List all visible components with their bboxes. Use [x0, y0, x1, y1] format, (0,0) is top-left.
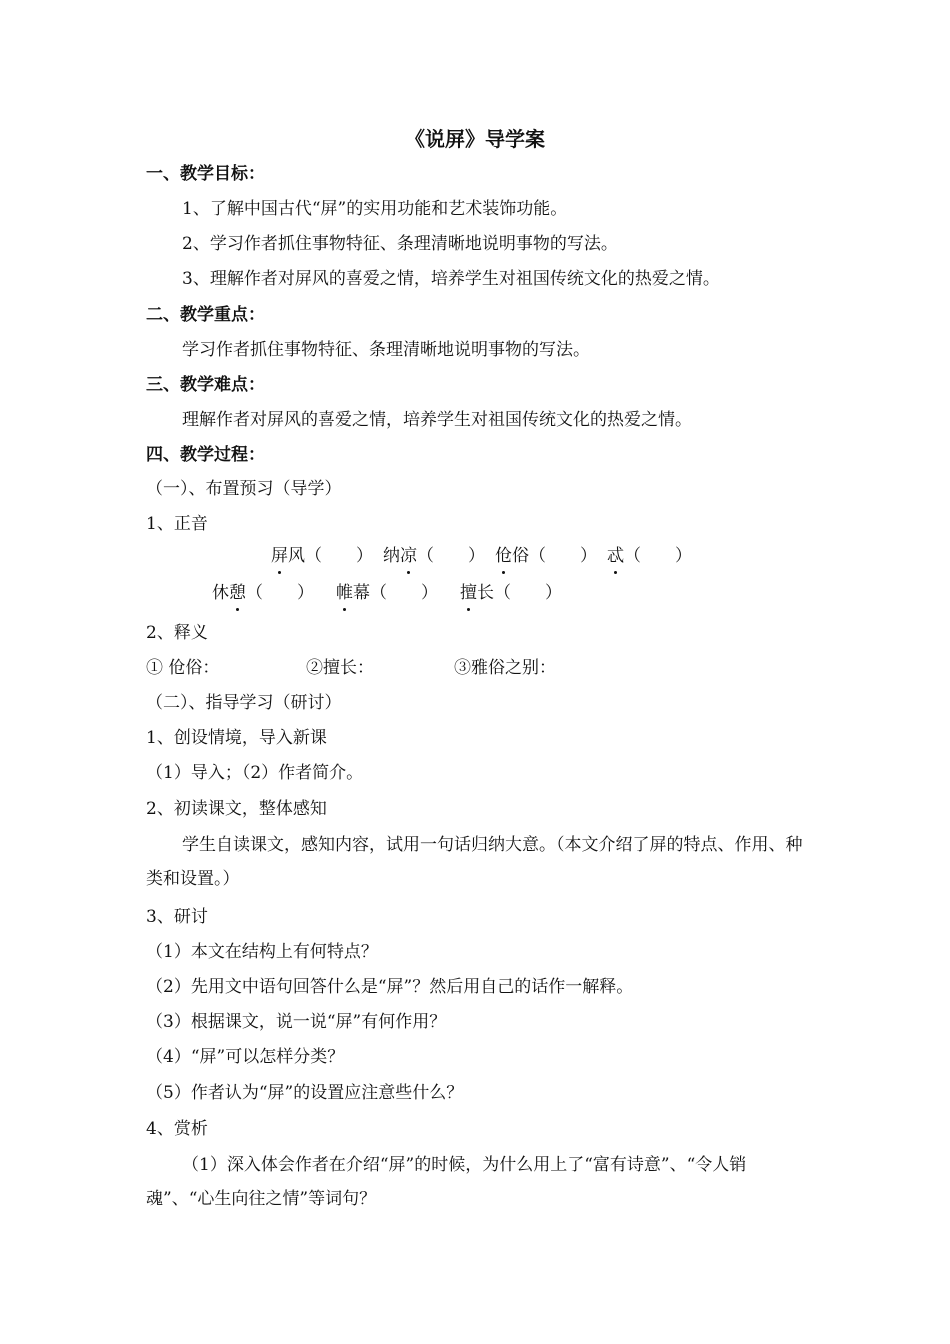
pron-word-naliang: 纳凉	[383, 546, 417, 566]
definition-item: ③雅俗之别：	[454, 658, 556, 678]
part2-title: （二）、指导学习（研讨）	[146, 693, 342, 713]
pron-blank[interactable]: （ ）	[370, 583, 438, 603]
pron-blank[interactable]: （ ）	[529, 546, 597, 566]
definition-item: ②擅长：	[306, 658, 374, 678]
section-heading-keypoint: 二、教学重点：	[146, 305, 265, 325]
definition-item: ① 伧俗：	[146, 658, 220, 678]
part1-title: （一）、布置预习（导学）	[146, 479, 342, 499]
section-heading-difficulty: 三、教学难点：	[146, 375, 265, 395]
document-title: 《说屏》导学案	[405, 127, 545, 151]
pronunciation-label: 1、正音	[146, 514, 208, 534]
pron-blank[interactable]: （ ）	[417, 546, 485, 566]
pron-word-pingfeng: 屏风	[271, 546, 305, 566]
step-label: 4、赏析	[146, 1119, 208, 1139]
discussion-question: （4）“屏”可以怎样分类？	[146, 1047, 345, 1067]
keypoint-text: 学习作者抓住事物特征、条理清晰地说明事物的写法。	[182, 340, 590, 360]
appreciation-paragraph: （1）深入体会作者在介绍“屏”的时候，为什么用上了“富有诗意”、“令人销魂”、“心生向往之情”等词句？	[146, 1155, 747, 1209]
pronunciation-row-2	[212, 581, 612, 605]
pron-word-cangsu: 伧俗	[495, 546, 529, 566]
goal-item: 1、了解中国古代“屏”的实用功能和艺术装饰功能。	[182, 199, 568, 219]
step-label: 1、创设情境，导入新课	[146, 728, 327, 748]
discussion-question: （5）作者认为“屏”的设置应注意些什么？	[146, 1083, 464, 1103]
goal-item: 2、学习作者抓住事物特征、条理清晰地说明事物的写法。	[182, 234, 618, 254]
pron-word-shanchang: 擅长	[460, 583, 494, 603]
pron-word-te: 忒	[607, 546, 624, 566]
discussion-question: （3）根据课文，说一说“屏”有何作用？	[146, 1012, 447, 1032]
goal-item: 3、理解作者对屏风的喜爱之情，培养学生对祖国传统文化的热爱之情。	[182, 269, 720, 289]
definition-row	[146, 656, 811, 680]
discussion-question: （2）先用文中语句回答什么是“屏”？然后用自己的话作一解释。	[146, 977, 634, 997]
pron-blank[interactable]: （ ）	[494, 583, 562, 603]
step-label: 2、初读课文，整体感知	[146, 799, 327, 819]
pron-blank[interactable]: （ ）	[305, 546, 373, 566]
pron-word-weimu: 帷幕	[336, 583, 370, 603]
pron-word-xiuqi: 休憩	[212, 583, 246, 603]
section-heading-goals: 一、教学目标：	[146, 164, 265, 184]
section-heading-process: 四、教学过程：	[146, 445, 265, 465]
step-text: （1）导入；（2）作者简介。	[146, 763, 364, 783]
step-paragraph: 学生自读课文，感知内容，试用一句话归纳大意。（本文介绍了屏的特点、作用、种类和设置。）	[146, 835, 803, 889]
pronunciation-row-1	[271, 544, 691, 568]
discussion-question: （1）本文在结构上有何特点？	[146, 942, 378, 962]
pron-blank[interactable]: （ ）	[246, 583, 314, 603]
definition-label: 2、释义	[146, 623, 208, 643]
difficulty-text: 理解作者对屏风的喜爱之情，培养学生对祖国传统文化的热爱之情。	[182, 410, 692, 430]
step-label: 3、研讨	[146, 907, 208, 927]
pron-blank[interactable]: （ ）	[624, 546, 692, 566]
